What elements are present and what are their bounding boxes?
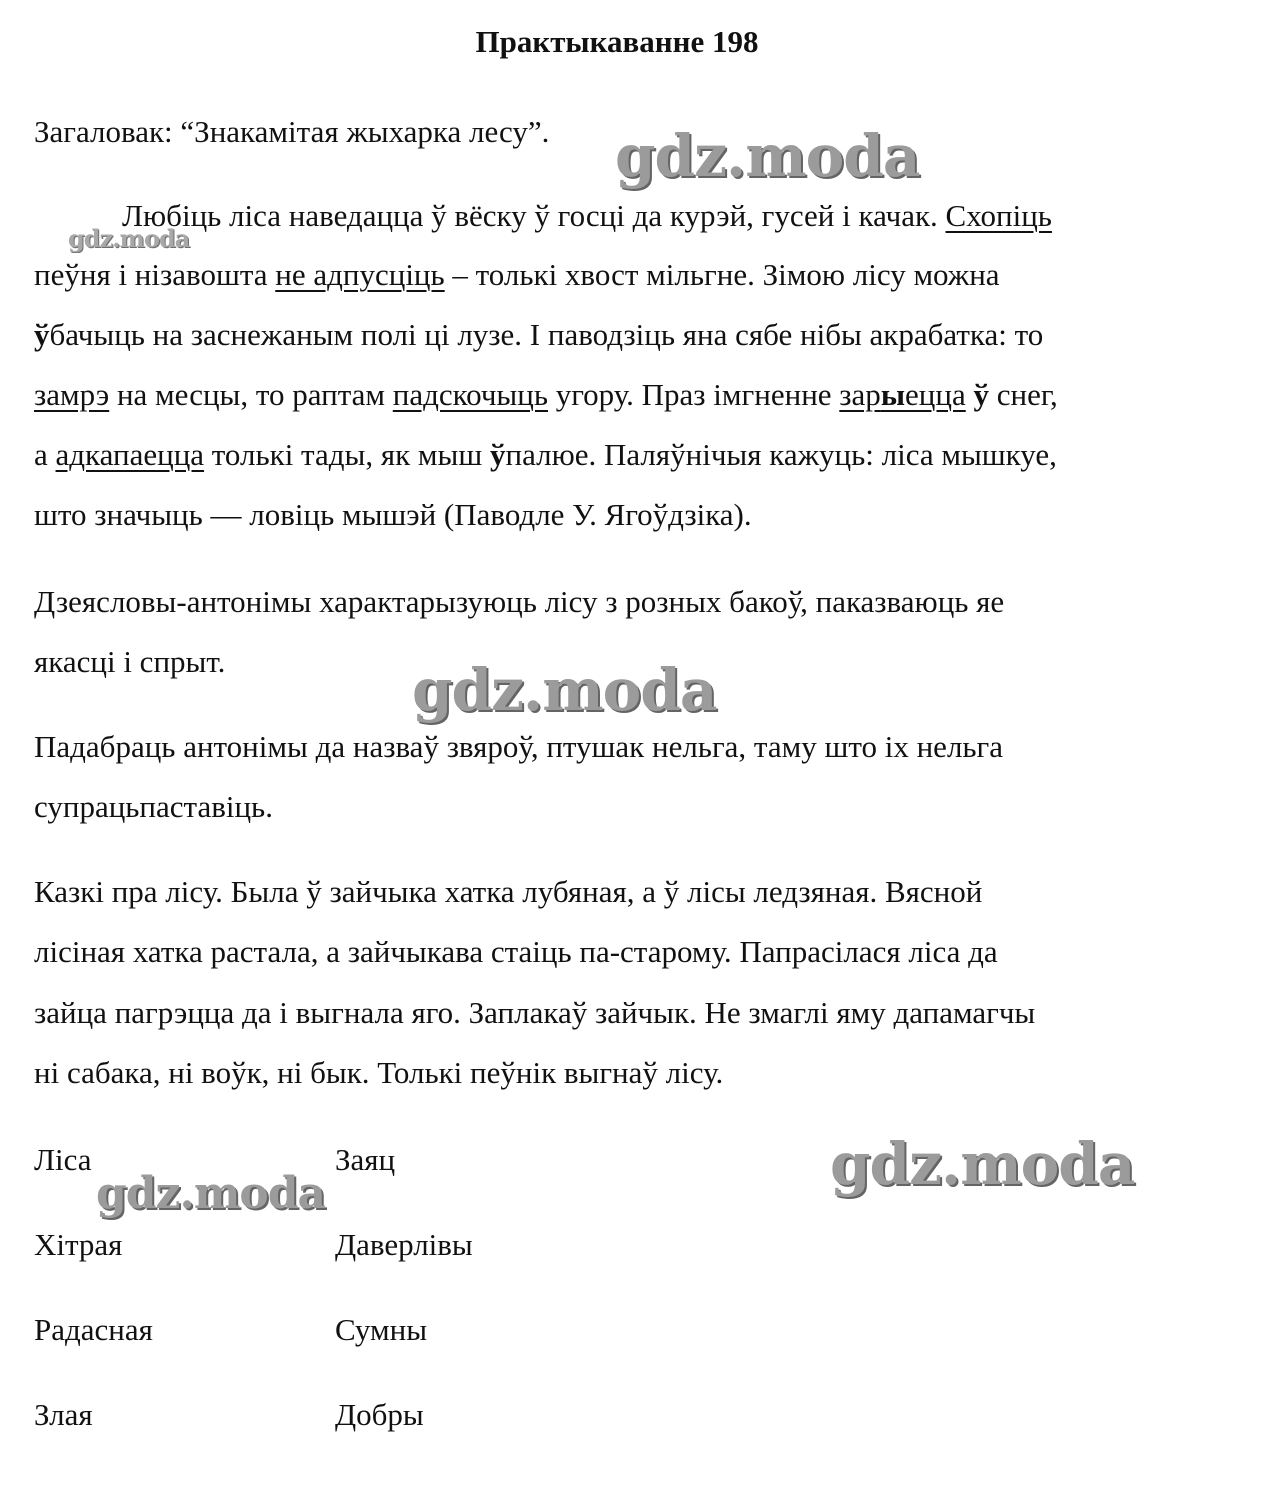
underlined-verb: падскочыць [392, 377, 548, 412]
watermark: gdz.moda [96, 1168, 326, 1219]
bold-letter: ў [973, 377, 989, 412]
watermark: gdz.moda [830, 1130, 1135, 1198]
paragraph1-line3 [34, 317, 1043, 353]
table-cell-left: Ліса [34, 1142, 92, 1177]
heading-line: Загаловак: “Знакамітая жыхарка лесу”. [34, 114, 550, 149]
text-span: угору. Праз імгненне [547, 377, 840, 412]
watermark: gdz.moda [615, 122, 920, 190]
paragraph4-line3: зайца пагрэцца да і выгнала яго. Заплакаў зайчык. Не змаглі яму дапамагчы [34, 995, 1036, 1030]
table-cell-right: Заяц [335, 1142, 396, 1177]
text-span: толькі тады, як мыш [204, 437, 490, 472]
watermark: gdz.moda [412, 656, 717, 724]
underlined-verb: не адпусціць [275, 257, 445, 292]
watermark: gdz.moda [68, 224, 190, 253]
table-cell-left: Радасная [34, 1312, 153, 1347]
page-title: Практыкаванне 198 [475, 24, 759, 59]
table-cell-right: Сумны [335, 1312, 428, 1347]
paragraph2-line2: якасці і спрыт. [34, 644, 226, 679]
paragraph1-line1 [122, 198, 1052, 234]
text-span: – толькі хвост мільгне. Зімою лісу можна [444, 257, 1000, 292]
paragraph4-line4: ні сабака, ні воўк, ні бык. Толькі пеўнік выгнаў лісу. [34, 1055, 724, 1090]
table-cell-right: Добры [335, 1397, 424, 1432]
text-span: Любіць ліса наведацца ў вёску ў госці да курэй, гусей і качак. [122, 198, 946, 233]
paragraph3-line2: супрацьпаставіць. [34, 789, 273, 824]
bold-letter: ы [880, 377, 906, 412]
table-cell-right: Даверлівы [335, 1227, 473, 1262]
underlined-verb: адкапаецца [55, 437, 205, 472]
text-span: а [34, 437, 56, 472]
table-cell-left: Злая [34, 1397, 93, 1432]
paragraph1-line2 [34, 257, 1000, 293]
underlined-verb: замрэ [34, 377, 110, 412]
text-span: на месцы, то раптам [109, 377, 393, 412]
paragraph4-line1: Казкі пра лісу. Была ў зайчыка хатка лубяная, а ў лісы ледзяная. Вясной [34, 874, 983, 909]
text-span: палюе. Паляўнічыя кажуць: ліса мышкуе, [505, 437, 1057, 472]
text-span: снег, [988, 377, 1058, 412]
table-cell-left: Хітрая [34, 1227, 123, 1262]
text-span: бачыць на заснежаным полі ці лузе. І паводзіць яна сябе нібы акрабатка: то [49, 317, 1044, 352]
text-span: зар [839, 377, 881, 412]
paragraph4-line2: лісіная хатка растала, а зайчыкава стаіць па-старому. Папрасілася ліса да [34, 934, 998, 969]
paragraph1-line6: што значыць — ловіць мышэй (Паводле У. Ягоўдзіка). [34, 497, 752, 532]
underlined-verb: Схопіць [945, 198, 1052, 233]
text-span: пеўня і нізавошта [34, 257, 276, 292]
paragraph2-line1: Дзеясловы-антонімы характарызуюць лісу з розных бакоў, паказваюць яе [34, 584, 1005, 619]
text-span: ецца [905, 377, 966, 412]
bold-letter: ў [489, 437, 506, 472]
paragraph1-line5 [34, 437, 1057, 473]
paragraph1-line4 [34, 377, 1058, 413]
underlined-verb [839, 377, 965, 412]
paragraph3-line1: Падабраць антонімы да назваў звяроў, птушак нельга, таму што іх нельга [34, 729, 1004, 764]
bold-letter: ў [34, 317, 50, 352]
